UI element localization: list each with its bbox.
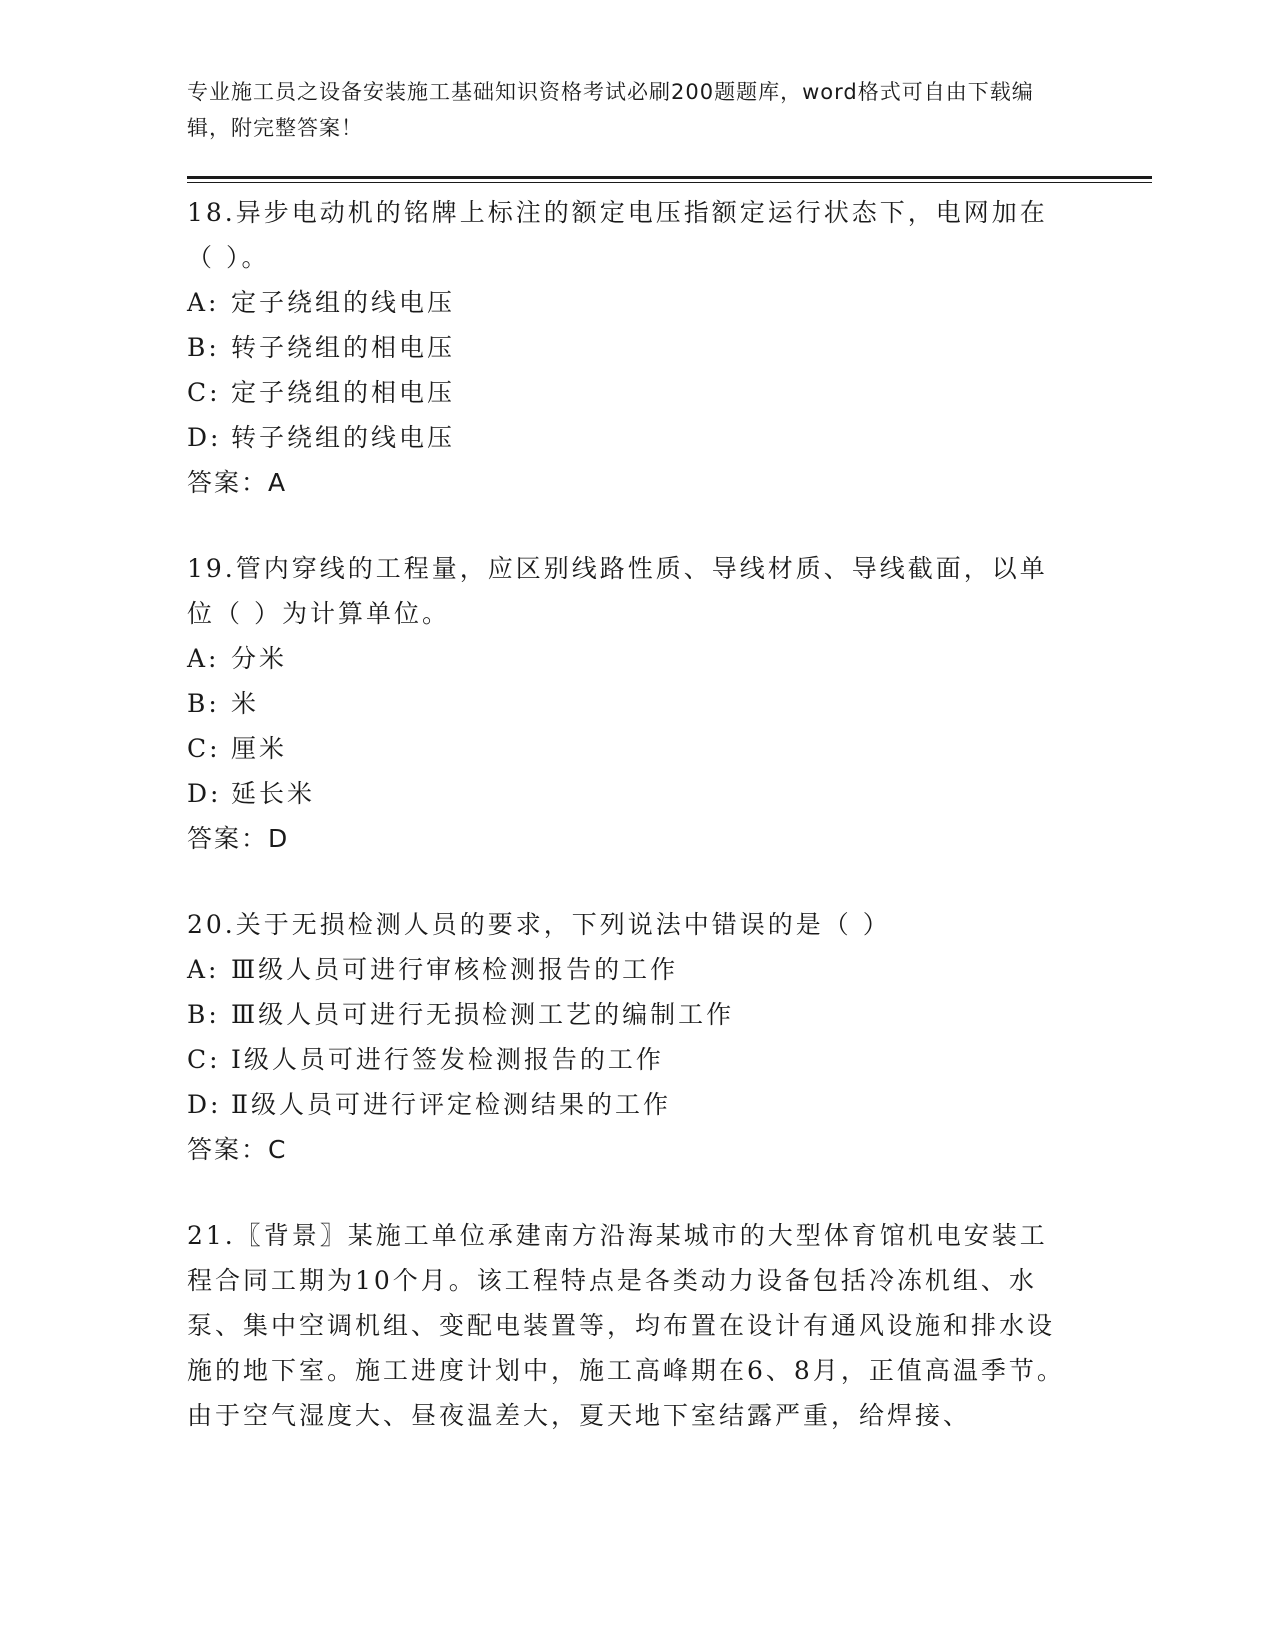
header-rule-thick — [187, 176, 1152, 179]
option-key: C: — [187, 378, 221, 407]
option-text: 米 — [231, 689, 260, 718]
option-c — [187, 370, 1067, 415]
option-text: Ⅲ级人员可进行无损检测工艺的编制工作 — [231, 1000, 735, 1029]
answer-label: 答案： — [187, 824, 269, 853]
option-key: D: — [187, 423, 222, 452]
question-19 — [187, 546, 1067, 861]
answer-value: C — [268, 1135, 288, 1164]
option-key: B: — [187, 333, 220, 362]
option-text: 转子绕组的相电压 — [231, 333, 456, 362]
option-d — [187, 771, 1067, 816]
option-a — [187, 947, 1067, 992]
option-c — [187, 1037, 1067, 1082]
document-header: 专业施工员之设备安装施工基础知识资格考试必刷200题题库，word格式可自由下载编辑，附完整答案！ — [187, 80, 1034, 140]
option-text: 定子绕组的线电压 — [231, 288, 456, 317]
option-key: A: — [187, 644, 220, 673]
answer-line — [187, 1127, 1067, 1172]
option-a — [187, 280, 1067, 325]
answer-label: 答案： — [187, 468, 269, 497]
option-text: Ⅲ级人员可进行审核检测报告的工作 — [231, 955, 679, 984]
option-b — [187, 681, 1067, 726]
option-text: 转子绕组的线电压 — [231, 423, 456, 452]
option-key: A: — [187, 288, 220, 317]
option-text: Ⅱ级人员可进行评定检测结果的工作 — [231, 1090, 671, 1119]
option-key: C: — [187, 1045, 221, 1074]
answer-label: 答案： — [187, 1135, 269, 1164]
option-text: 分米 — [231, 644, 288, 673]
option-d — [187, 415, 1067, 460]
question-stem: 18.异步电动机的铭牌上标注的额定电压指额定运行状态下，电网加在（ ）。 — [187, 198, 1048, 272]
option-a — [187, 636, 1067, 681]
option-key: D: — [187, 1090, 222, 1119]
option-key: A: — [187, 955, 220, 984]
option-key: C: — [187, 734, 221, 763]
option-text: Ⅰ级人员可进行签发检测报告的工作 — [231, 1045, 664, 1074]
answer-line — [187, 460, 1067, 505]
option-c — [187, 726, 1067, 771]
option-b — [187, 325, 1067, 370]
question-list — [187, 190, 1067, 1479]
option-text: 定子绕组的相电压 — [231, 378, 456, 407]
question-stem: 21.〖背景〗某施工单位承建南方沿海某城市的大型体育馆机电安装工程合同工期为10个月。该工程特点是各类动力设备包括冷冻机组、水泵、集中空调机组、变配电装置等，均布置在设计有通风设施和排水设施的地下室。施工进度计划中，施工高峰期在6、8月，正值高温季节。由于空气湿度大、昼夜温差大，夏天地下室结露严重，给焊接、 — [187, 1221, 1065, 1430]
option-key: B: — [187, 689, 220, 718]
option-text: 延长米 — [231, 779, 316, 808]
question-stem: 20.关于无损检测人员的要求，下列说法中错误的是（ ） — [187, 910, 891, 939]
option-text: 厘米 — [231, 734, 288, 763]
option-key: B: — [187, 1000, 220, 1029]
option-b — [187, 992, 1067, 1037]
option-key: D: — [187, 779, 222, 808]
answer-value: D — [268, 824, 290, 853]
question-21 — [187, 1213, 1067, 1438]
option-d — [187, 1082, 1067, 1127]
question-stem: 19.管内穿线的工程量，应区别线路性质、导线材质、导线截面，以单位（ ）为计算单位。 — [187, 554, 1048, 628]
answer-value: A — [268, 468, 288, 497]
answer-line — [187, 816, 1067, 861]
question-18 — [187, 190, 1067, 505]
header-rule-thin — [187, 182, 1152, 183]
question-20 — [187, 902, 1067, 1172]
